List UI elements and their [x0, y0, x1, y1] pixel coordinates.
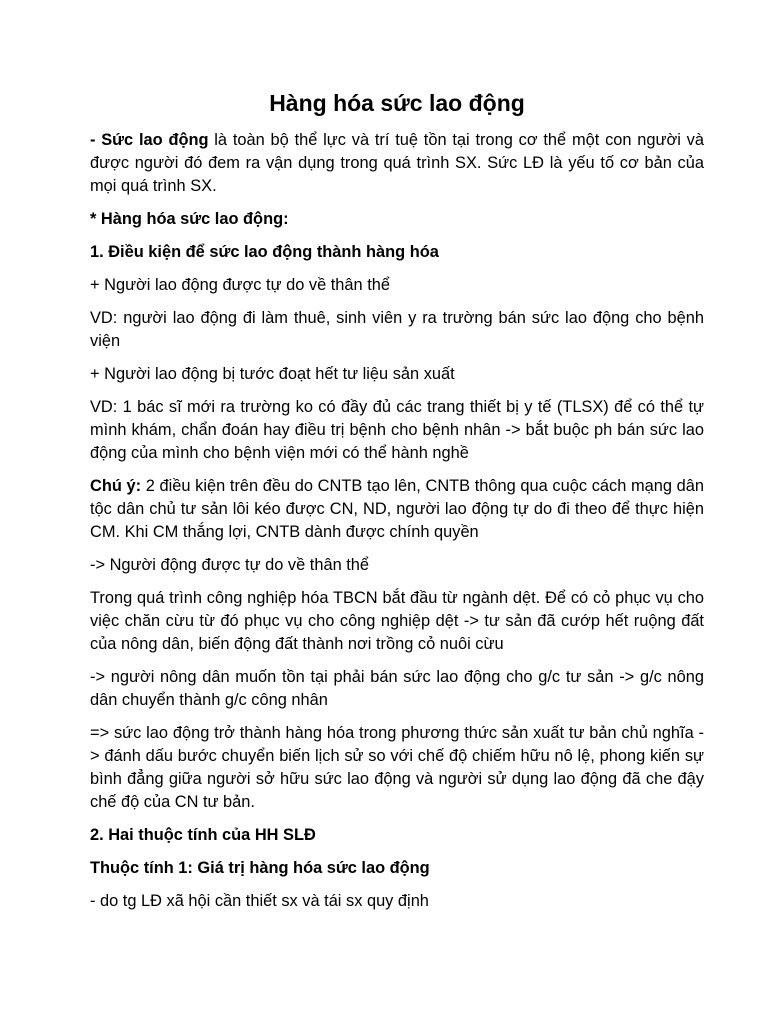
conclusion-commodity: => sức lao động trở thành hàng hóa trong phương thức sản xuất tư bản chủ nghĩa -> đánh dấu bước chuyển biến lịch sử so với chế độ chiếm hữu nô lệ, phong kiến sự bình đẳng giữa người sở hữu sức lao động và người sử dụng lao động đã che đậy chế độ của CN tư bản.	[90, 724, 704, 811]
heading-attribute-1: Thuộc tính 1: Giá trị hàng hóa sức lao động	[90, 859, 430, 877]
paragraph-labor-power-definition	[90, 129, 704, 198]
document-title: Hàng hóa sức lao động	[269, 90, 525, 116]
example-2: VD: 1 bác sĩ mới ra trường ko có đầy đủ các trang thiết bị y tế (TLSX) để có thể tự mình khám, chẩn đoán hay điều trị bệnh cho bệnh nhân -> bắt buộc ph bán sức lao động của mình cho bệnh viện mới có thể hành nghề	[90, 398, 704, 462]
conclusion-free-body: -> Người động được tự do về thân thể	[90, 556, 370, 574]
condition-1: + Người lao động được tự do về thân thể	[90, 276, 390, 294]
note-label: Chú ý:	[90, 477, 142, 495]
paragraph-industrialization: Trong quá trình công nghiệp hóa TBCN bắt đầu từ ngành dệt. Để có cỏ phục vụ cho việc chăn cừu từ đó phục vụ cho công nghiệp dệt -> tư sản đã cướp hết ruộng đất của nông dân, biến động đất thành nơi trồng cỏ nuôi cừu	[90, 589, 704, 653]
note-paragraph	[90, 475, 704, 544]
heading-conditions: 1. Điều kiện để sức lao động thành hàng hóa	[90, 243, 439, 261]
attribute-1-line: - do tg LĐ xã hội cần thiết sx và tái sx quy định	[90, 892, 429, 910]
document-page	[90, 88, 704, 923]
conclusion-peasants: -> người nông dân muốn tồn tại phải bán sức lao động cho g/c tư sản -> g/c nông dân chuyển thành g/c công nhân	[90, 668, 704, 709]
definition-text: là toàn bộ thể lực và trí tuệ tồn tại trong cơ thể một con người và được người đó đem ra vận dụng trong quá trình SX. Sức LĐ là yếu tố cơ bản của mọi quá trình SX.	[90, 131, 704, 195]
condition-2: + Người lao động bị tước đoạt hết tư liệu sản xuất	[90, 365, 455, 383]
example-1: VD: người lao động đi làm thuê, sinh viên y ra trường bán sức lao động cho bệnh viện	[90, 309, 704, 350]
heading-two-attributes: 2. Hai thuộc tính của HH SLĐ	[90, 826, 316, 844]
term-labor-power: - Sức lao động	[90, 131, 209, 149]
heading-commodity-labor-power: * Hàng hóa sức lao động:	[90, 210, 289, 228]
note-text: 2 điều kiện trên đều do CNTB tạo lên, CNTB thông qua cuộc cách mạng dân tộc dân chủ tư sản lôi kéo được CN, ND, người lao động tự do đi theo để thực hiện CM. Khi CM thắng lợi, CNTB dành được chính quyền	[90, 477, 704, 541]
